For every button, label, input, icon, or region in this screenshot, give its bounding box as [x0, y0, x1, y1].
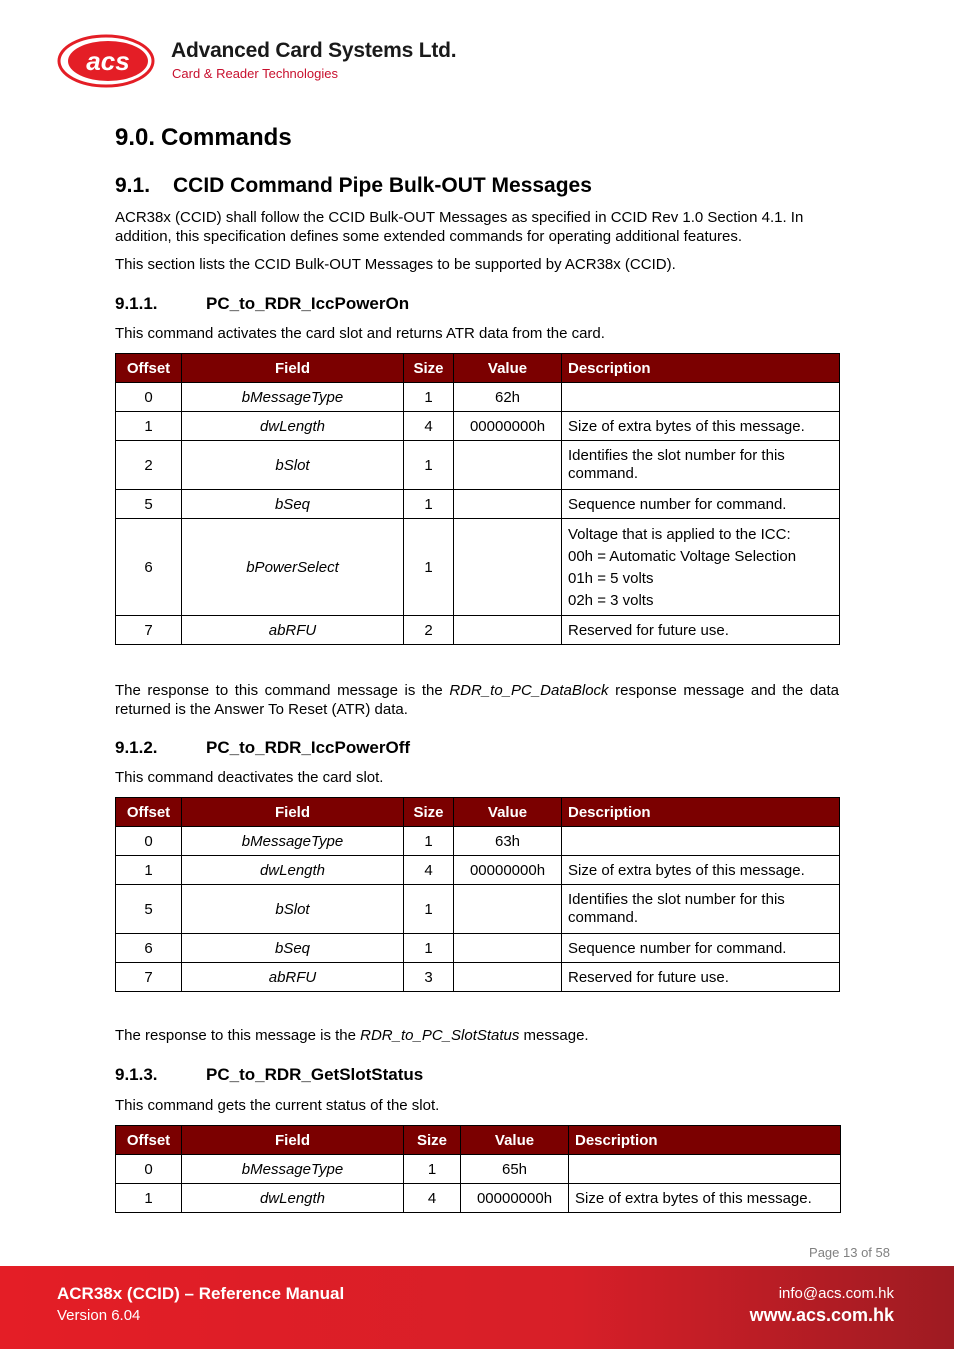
header-offset: Offset [116, 798, 182, 827]
cell-offset: 6 [116, 934, 182, 963]
cmd1-heading [115, 294, 409, 314]
cell-value: 65h [461, 1155, 569, 1184]
cell-offset: 7 [116, 963, 182, 992]
company-name: Advanced Card Systems Ltd. [171, 39, 457, 62]
response-message-name: RDR_to_PC_DataBlock [449, 682, 609, 699]
cell-value: 00000000h [461, 1184, 569, 1213]
response-message-name: RDR_to_PC_SlotStatus [360, 1027, 520, 1044]
desc-line: 00h = Automatic Voltage Selection [568, 547, 797, 565]
cmd1-title: PC_to_RDR_IccPowerOn [206, 294, 410, 313]
cell-size: 1 [404, 934, 454, 963]
table-row [116, 490, 840, 519]
table-header-row [116, 798, 840, 827]
table-row [116, 1184, 841, 1213]
footer-title: ACR38x (CCID) – Reference Manual [57, 1284, 345, 1303]
section-heading [115, 124, 292, 152]
cell-description: Identifies the slot number for this command. [562, 885, 840, 934]
cell-description [562, 519, 840, 616]
cell-field: abRFU [182, 616, 404, 645]
cell-description: Identifies the slot number for this command. [562, 441, 840, 490]
subsection-title: CCID Command Pipe Bulk-OUT Messages [173, 174, 592, 197]
cell-description: Size of extra bytes of this message. [569, 1184, 841, 1213]
cell-size: 1 [404, 827, 454, 856]
page-number: Page 13 of 58 [809, 1245, 890, 1260]
cmd3-title: PC_to_RDR_GetSlotStatus [206, 1065, 424, 1084]
cell-description [562, 383, 840, 412]
desc-line: 02h = 3 volts [568, 591, 654, 609]
response-text: message. [519, 1027, 589, 1044]
table-row [116, 1155, 841, 1184]
cell-value [454, 519, 562, 616]
cell-value [454, 885, 562, 934]
header-size: Size [404, 354, 454, 383]
header-field: Field [182, 1126, 404, 1155]
subsection-number: 9.1. [115, 174, 151, 197]
footer-email[interactable]: info@acs.com.hk [778, 1285, 894, 1302]
header-description: Description [562, 798, 840, 827]
cell-offset: 0 [116, 383, 182, 412]
cell-size: 1 [404, 885, 454, 934]
table-header-row [116, 1126, 841, 1155]
response-text: The response to this message is the [115, 1027, 361, 1044]
cell-field: bMessageType [182, 383, 404, 412]
cell-value [454, 963, 562, 992]
cell-field: dwLength [182, 856, 404, 885]
cmd3-table [115, 1125, 841, 1213]
cell-field: dwLength [182, 1184, 404, 1213]
section-title: Commands [161, 124, 292, 151]
cmd1-intro: This command activates the card slot and returns ATR data from the card. [115, 325, 605, 342]
cell-offset: 0 [116, 1155, 182, 1184]
cell-size: 1 [404, 490, 454, 519]
cell-field: bPowerSelect [182, 519, 404, 616]
cell-value: 00000000h [454, 412, 562, 441]
cell-value [454, 616, 562, 645]
cmd1-number: 9.1.1. [115, 294, 158, 313]
cmd2-heading [115, 738, 410, 758]
cell-description [569, 1155, 841, 1184]
logo-text: acs [86, 46, 130, 76]
table-row [116, 519, 840, 616]
header-offset: Offset [116, 1126, 182, 1155]
table-row [116, 616, 840, 645]
section-number: 9.0. [115, 124, 156, 151]
intro-paragraph: ACR38x (CCID) shall follow the CCID Bulk-OUT Messages as specified in CCID Rev 1.0 Section 4.1. In addition, this specification defines some extended commands for operating additional features. [115, 209, 804, 245]
cell-size: 4 [404, 1184, 461, 1213]
cell-offset: 1 [116, 412, 182, 441]
table-row [116, 383, 840, 412]
header-field: Field [182, 798, 404, 827]
cell-value [454, 934, 562, 963]
cell-size: 1 [404, 1155, 461, 1184]
desc-line: 01h = 5 volts [568, 569, 654, 587]
table-row [116, 885, 840, 934]
footer-website[interactable]: www.acs.com.hk [749, 1305, 894, 1325]
cmd2-response [115, 1026, 839, 1045]
cell-description: Reserved for future use. [562, 616, 840, 645]
cell-field: bSeq [182, 490, 404, 519]
cell-size: 1 [404, 383, 454, 412]
cell-offset: 1 [116, 1184, 182, 1213]
cell-offset: 5 [116, 885, 182, 934]
cmd2-table [115, 797, 840, 992]
cmd1-table [115, 353, 840, 645]
cmd2-number: 9.1.2. [115, 738, 158, 757]
cell-field: dwLength [182, 412, 404, 441]
header-value: Value [454, 354, 562, 383]
cell-offset: 1 [116, 856, 182, 885]
response-text: response message and the data returned is the Answer To Reset (ATR) data. [115, 682, 840, 718]
cell-description: Reserved for future use. [562, 963, 840, 992]
header-field: Field [182, 354, 404, 383]
page-footer [0, 1266, 954, 1349]
cmd3-heading [115, 1065, 423, 1085]
table-row [116, 856, 840, 885]
footer-version: Version 6.04 [57, 1307, 141, 1324]
intro-paragraph-2: This section lists the CCID Bulk-OUT Messages to be supported by ACR38x (CCID). [115, 256, 676, 273]
header-value: Value [454, 798, 562, 827]
cell-field: bSlot [182, 441, 404, 490]
table-row [116, 441, 840, 490]
cell-field: bSeq [182, 934, 404, 963]
cell-offset: 5 [116, 490, 182, 519]
cmd3-intro: This command gets the current status of the slot. [115, 1097, 440, 1114]
cell-field: bMessageType [182, 827, 404, 856]
company-tagline: Card & Reader Technologies [172, 66, 338, 81]
header-offset: Offset [116, 354, 182, 383]
cell-value: 00000000h [454, 856, 562, 885]
cell-size: 1 [404, 441, 454, 490]
cell-offset: 0 [116, 827, 182, 856]
subsection-heading [115, 174, 592, 198]
cell-value: 63h [454, 827, 562, 856]
table-row [116, 827, 840, 856]
response-text: The response to this command message is the [115, 682, 450, 699]
table-row [116, 963, 840, 992]
company-logo [56, 30, 476, 90]
header-size: Size [404, 798, 454, 827]
header-description: Description [562, 354, 840, 383]
cmd2-title: PC_to_RDR_IccPowerOff [206, 738, 411, 757]
cmd3-number: 9.1.3. [115, 1065, 158, 1084]
table-row [116, 412, 840, 441]
cmd1-response [115, 681, 839, 719]
cell-value: 62h [454, 383, 562, 412]
cell-size: 2 [404, 616, 454, 645]
cell-description [562, 827, 840, 856]
table-row [116, 934, 840, 963]
cell-offset: 6 [116, 519, 182, 616]
cell-value [454, 490, 562, 519]
cmd2-intro: This command deactivates the card slot. [115, 769, 384, 786]
cell-field: abRFU [182, 963, 404, 992]
cell-size: 4 [404, 412, 454, 441]
header-description: Description [569, 1126, 841, 1155]
cell-value [454, 441, 562, 490]
cell-description: Size of extra bytes of this message. [562, 412, 840, 441]
cell-field: bSlot [182, 885, 404, 934]
cell-description: Sequence number for command. [562, 934, 840, 963]
cell-description: Size of extra bytes of this message. [562, 856, 840, 885]
header-value: Value [461, 1126, 569, 1155]
desc-line: Voltage that is applied to the ICC: [568, 525, 791, 543]
cell-description: Sequence number for command. [562, 490, 840, 519]
cell-offset: 7 [116, 616, 182, 645]
cell-size: 4 [404, 856, 454, 885]
cell-field: bMessageType [182, 1155, 404, 1184]
header-size: Size [404, 1126, 461, 1155]
acs-logo-icon [56, 30, 160, 92]
cell-size: 3 [404, 963, 454, 992]
cell-offset: 2 [116, 441, 182, 490]
table-header-row [116, 354, 840, 383]
cell-size: 1 [404, 519, 454, 616]
